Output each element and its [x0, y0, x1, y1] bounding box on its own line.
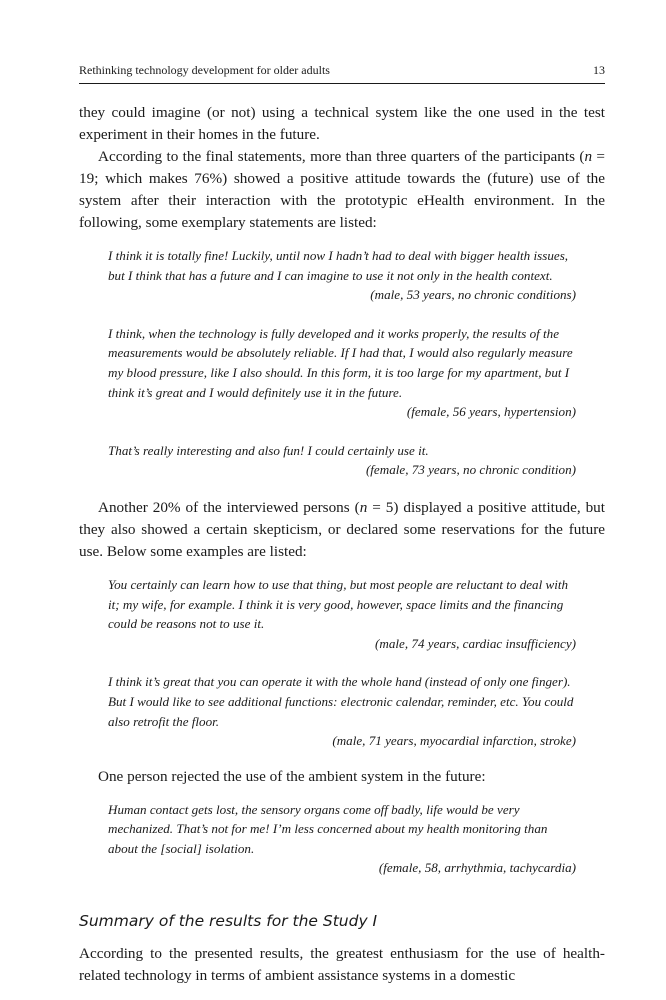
quote-attribution: (female, 73 years, no chronic condition) — [365, 462, 576, 478]
quote-text: I think it’s great that you can operate it with the whole hand (instead of only one finger). But I would like to see additional functions: electronic calendar, reminder, etc. You could also retrofit the floor. — [108, 674, 574, 729]
quote-attribution: (female, 56 years, hypertension) — [406, 404, 576, 420]
block-quote — [108, 800, 576, 878]
quote-text: You certainly can learn how to use that thing, but most people are reluctant to deal with it; my wife, for example. I think it is very good, however, space limits and the financing could be reasons not to use it. — [108, 576, 569, 632]
block-quote — [108, 324, 576, 422]
paragraph-3-part2: = 5) displayed a positive attitude, but they also showed a certain skepticism, or declared some reservations for the future use. Below some examples are listed: — [79, 498, 605, 560]
block-quote — [108, 672, 576, 750]
quote-text: I think, when the technology is fully developed and it works properly, the results of the measurements would be absolutely reliable. If I had that, I would also regularly measure my blood pressure, like I also should. In this form, it is too large for my apartment, but I think it’s great and I would definitely use it in the future. — [108, 325, 573, 400]
quote-text: Human contact gets lost, the sensory organs come off badly, life would be very mechanized. That’s not for me! I’m less concerned about my health monitoring than about the [social] isolation. — [108, 801, 548, 856]
paragraph-2-part1: According to the final statements, more than three quarters of the participants ( — [98, 148, 585, 165]
quote-attribution: (male, 71 years, myocardial infarction, stroke) — [332, 733, 576, 749]
body-text — [79, 102, 605, 987]
paragraph-5: According to the presented results, the greatest enthusiasm for the use of health-related technology in terms of ambient assistance systems in a domestic — [79, 945, 605, 985]
quote-attribution: (female, 58, arrhythmia, tachycardia) — [378, 860, 576, 876]
running-header — [79, 63, 605, 77]
quote-text: That’s really interesting and also fun! I could certainly use it. — [108, 442, 429, 458]
quote-text: I think it is totally fine! Luckily, until now I hadn’t had to deal with bigger health issues, but I think that has a future and I can imagine to use it not only in the health context. — [108, 248, 569, 283]
paragraph-3-part1: Another 20% of the interviewed persons ( — [98, 498, 360, 516]
paragraph-1: they could imagine (or not) using a technical system like the one used in the test experiment in their homes in the future. — [79, 104, 605, 143]
running-title: Rethinking technology development for older adults — [79, 63, 330, 77]
quote-attribution: (male, 53 years, no chronic conditions) — [370, 287, 576, 303]
paragraph-2-part2: = 19; which makes 76%) showed a positive attitude towards the (future) use of the system after their interaction with the prototypic eHealth environment. In the following, some exemplary statements are listed: — [79, 148, 605, 231]
block-quote — [108, 575, 576, 653]
paragraph-3 — [79, 497, 605, 563]
n-variable: n — [584, 148, 593, 165]
page-number: 13 — [593, 63, 605, 77]
block-quote — [108, 441, 576, 480]
n-variable: n — [359, 498, 368, 516]
quote-attribution: (male, 74 years, cardiac insufficiency) — [375, 635, 576, 651]
header-rule — [79, 83, 605, 84]
paragraph-4: One person rejected the use of the ambient system in the future: — [98, 767, 486, 785]
paragraph-2 — [79, 146, 605, 234]
section-heading: Summary of the results for the Study I — [79, 912, 378, 931]
block-quote — [108, 246, 576, 305]
